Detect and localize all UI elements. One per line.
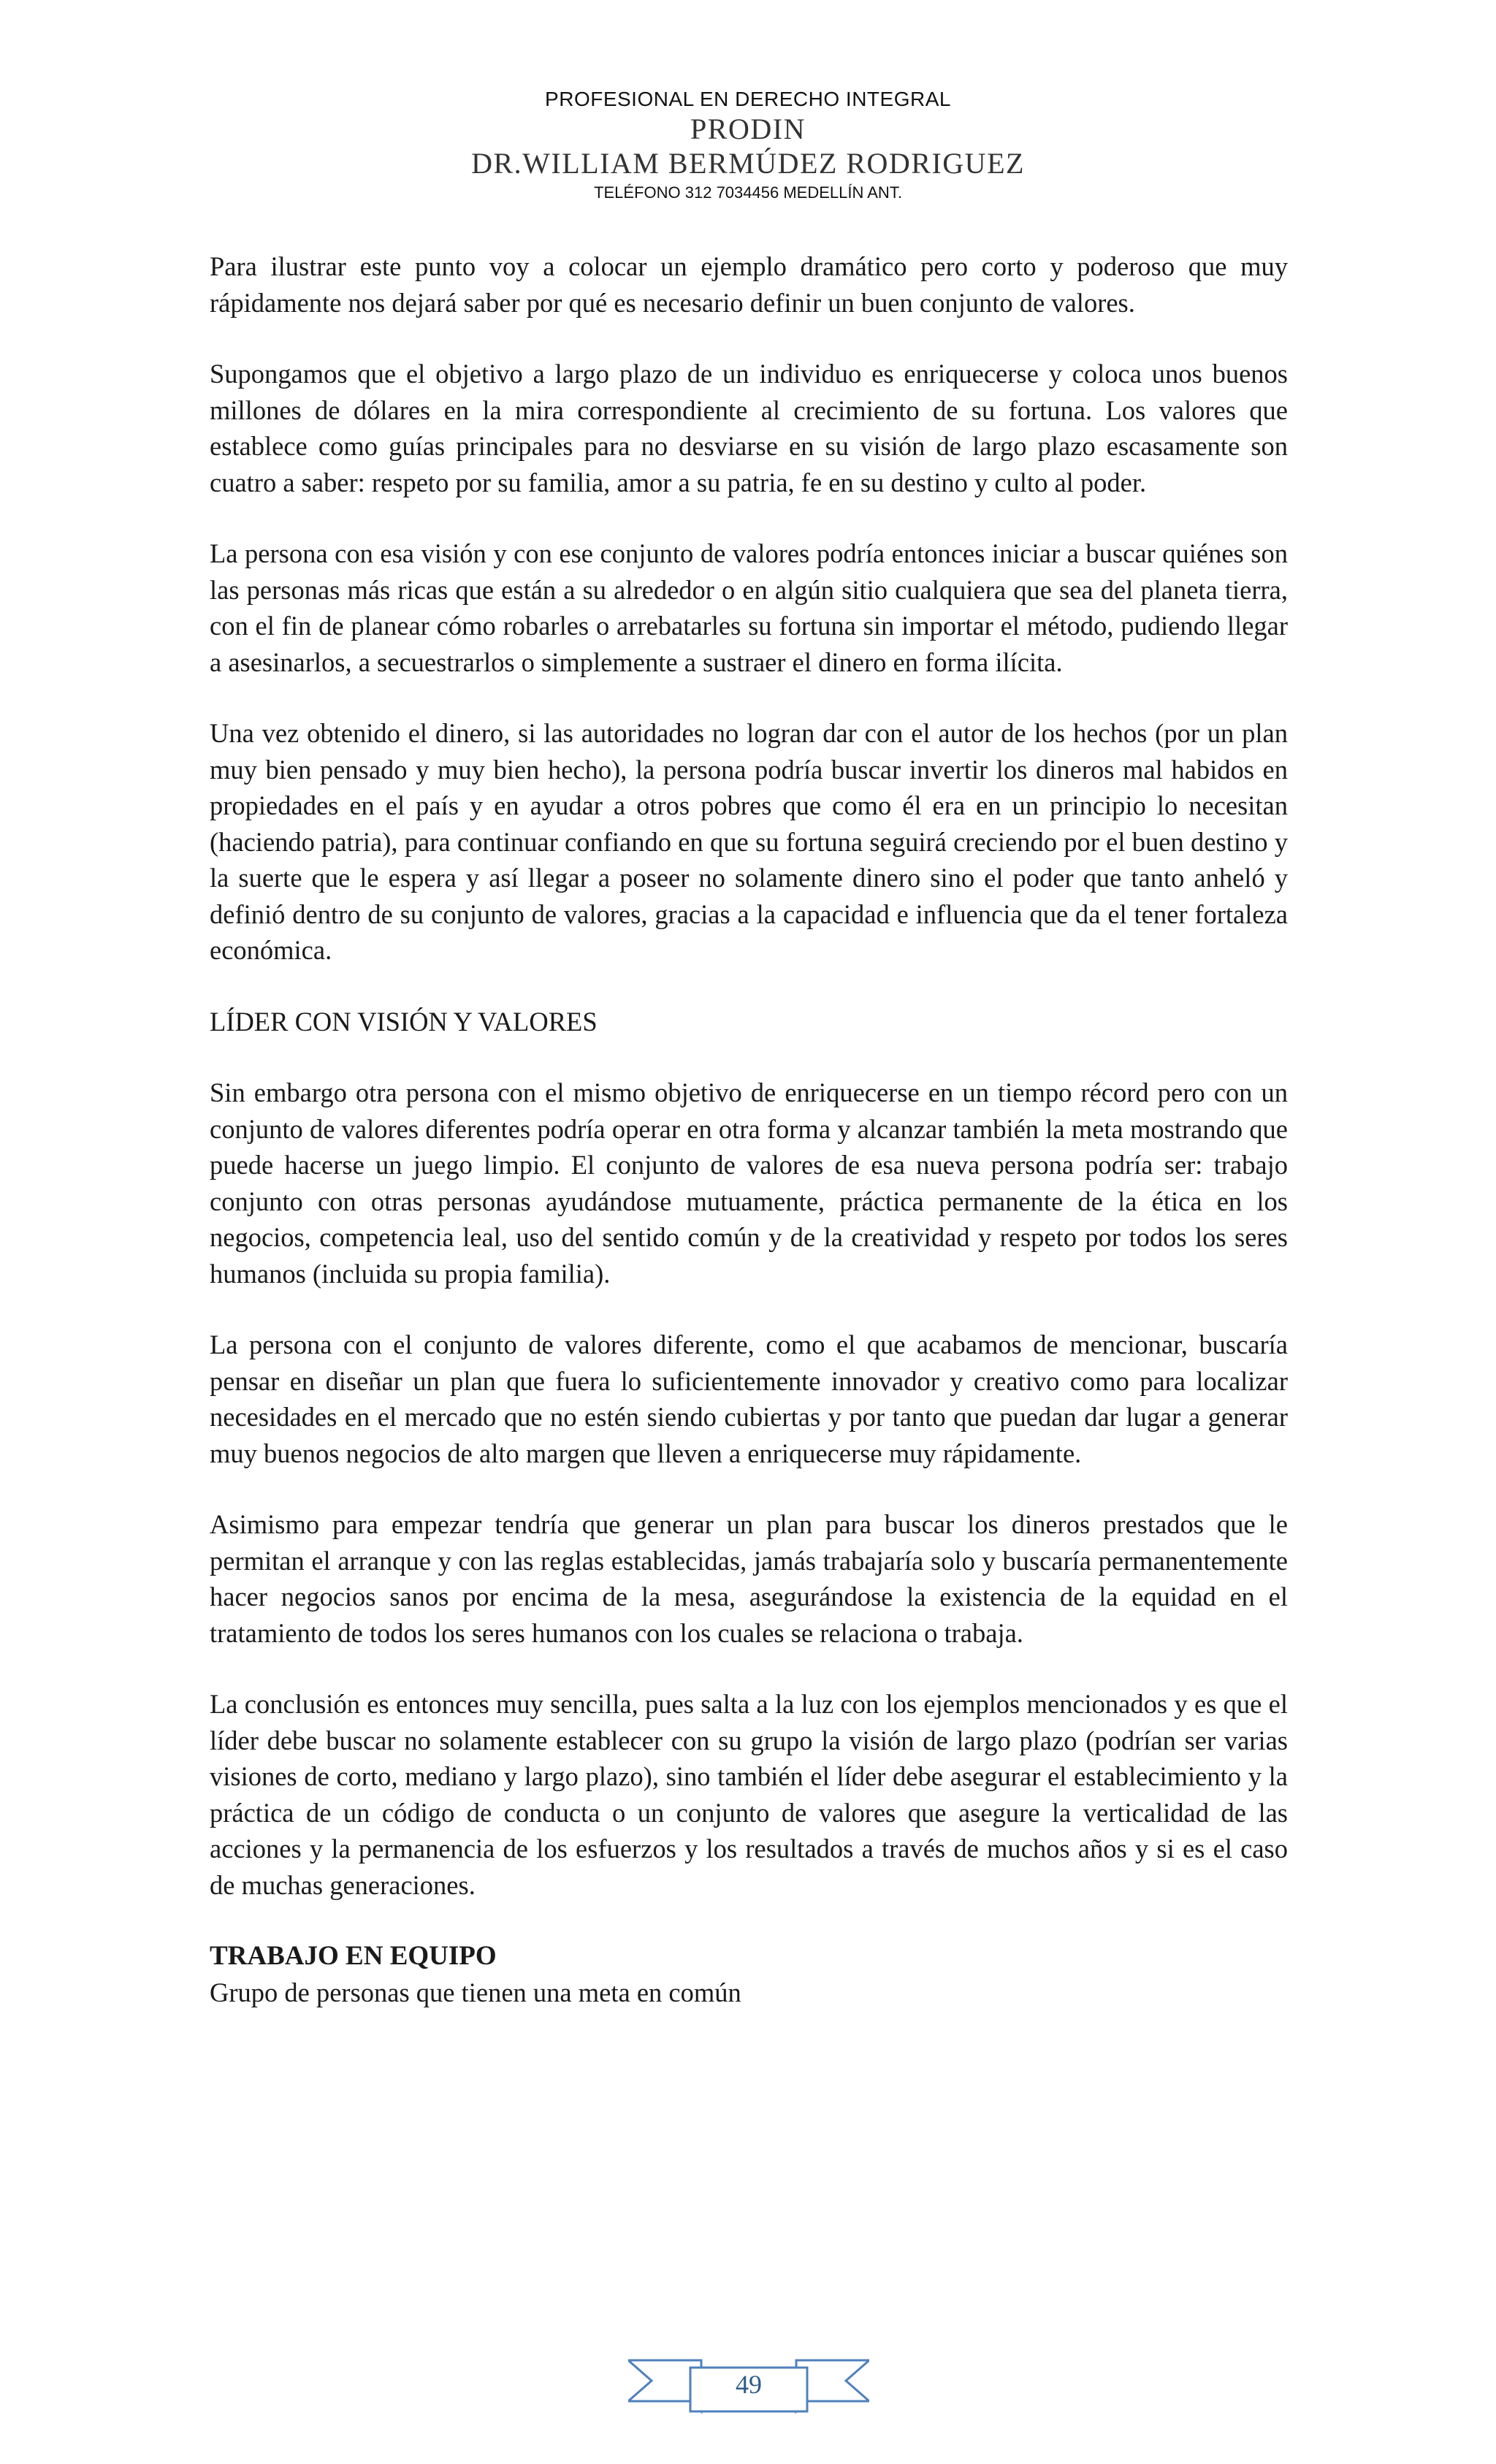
header-org-name: PROFESIONAL EN DERECHO INTEGRAL [545, 88, 951, 110]
document-body [210, 248, 1288, 2010]
page-number: 49 [736, 2370, 762, 2399]
page-header [0, 86, 1496, 205]
section-heading-teamwork: TRABAJO EN EQUIPO [210, 1941, 497, 1971]
header-brand: PRODIN [690, 112, 806, 145]
header-phone: TELÉFONO 312 7034456 MEDELLÍN ANT. [594, 183, 902, 202]
page-number-ribbon [628, 2349, 869, 2429]
section-heading-leader: LÍDER CON VISIÓN Y VALORES [210, 1006, 598, 1037]
paragraph-conclusion: La conclusión es entonces muy sencilla, pues salta a la luz con los ejemplos mencionados y es que el líder debe buscar no solamente establecer con su grupo la visión de largo plazo (podrían ser varias visiones de corto, mediano y largo plazo), sino también el líder debe asegurar el establecimiento y la práctica de un código de conducta o un conjunto de valores que asegure la verticalidad de las acciones y la permanencia de los esfuerzos y los resultados a través de muchos años y si es el caso de muchas generaciones. [210, 1689, 1288, 1900]
paragraph-objective: Supongamos que el objetivo a largo plazo de un individuo es enriquecerse y coloca unos buenos millones de dólares en la mira correspondiente al crecimiento de su fortuna. Los valores que establece como guías principales para no desviarse en su visión de largo plazo escasamente son cuatro a saber: respeto por su familia, amor a su patria, fe en su destino y culto al poder. [210, 359, 1288, 497]
header-doctor-name: DR.WILLIAM BERMÚDEZ RODRIGUEZ [471, 147, 1025, 180]
paragraph-plan: Asimismo para empezar tendría que generar un plan para buscar los dineros prestados que le permitan el arranque y con las reglas establecidas, jamás trabajaría solo y buscaría permanentemente hacer negocios sanos por encima de la mesa, asegurándose la existencia de la equidad en el tratamiento de todos los seres humanos con los cuales se relaciona o trabaja. [210, 1509, 1288, 1648]
teamwork-definition: Grupo de personas que tienen una meta en común [210, 1977, 741, 2007]
paragraph-money-obtained: Una vez obtenido el dinero, si las autoridades no logran dar con el autor de los hechos (por un plan muy bien pensado y muy bien hecho), la persona podría buscar invertir los dineros mal habidos en propiedades en el país y en ayudar a otros pobres que como él era en un principio lo necesitan (haciendo patria), para continuar confiando en que su fortuna seguirá creciendo por el buen destino y la suerte que le espera y así llegar a poseer no solamente dinero sino el poder que tanto anheló y definió dentro de su conjunto de valores, gracias a la capacidad e influencia que da el tener fortaleza económica. [210, 718, 1288, 965]
paragraph-vision-values: La persona con esa visión y con ese conjunto de valores podría entonces iniciar a buscar quiénes son las personas más ricas que están a su alrededor o en algún sitio cualquiera que sea del planeta tierra, con el fin de planear cómo robarles o arrebatarles su fortuna sin importar el método, pudiendo llegar a asesinarlos, a secuestrarlos o simplemente a sustraer el dinero en forma ilícita. [210, 538, 1288, 677]
paragraph-intro: Para ilustrar este punto voy a colocar un ejemplo dramático pero corto y poderoso que muy rápidamente nos dejará saber por qué es necesario definir un buen conjunto de valores. [210, 251, 1288, 318]
paragraph-other-person: Sin embargo otra persona con el mismo objetivo de enriquecerse en un tiempo récord pero con un conjunto de valores diferentes podría operar en otra forma y alcanzar también la meta mostrando que puede hacerse un juego limpio. El conjunto de valores de esa nueva persona podría ser: trabajo conjunto con otras personas ayudándose mutuamente, práctica permanente de la ética en los negocios, competencia leal, uso del sentido común y de la creatividad y respeto por todos los seres humanos (incluida su propia familia). [210, 1077, 1288, 1289]
paragraph-different-values: La persona con el conjunto de valores diferente, como el que acabamos de mencionar, buscaría pensar en diseñar un plan que fuera lo suficientemente innovador y creativo como para localizar necesidades en el mercado que no estén siendo cubiertas y por tanto que puedan dar lugar a generar muy buenos negocios de alto margen que lleven a enriquecerse muy rápidamente. [210, 1330, 1288, 1468]
